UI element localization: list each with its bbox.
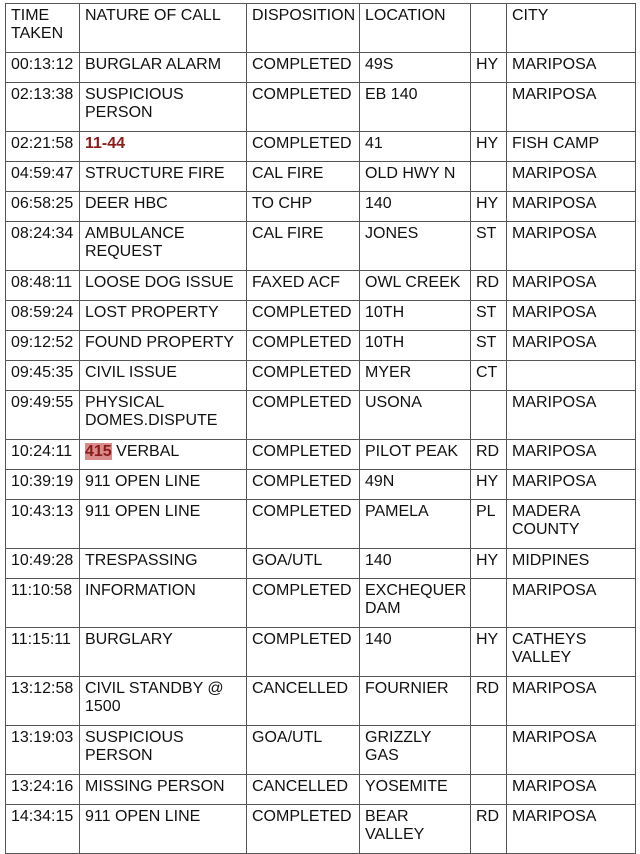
cell-nature-of-call: STRUCTURE FIRE — [80, 162, 247, 192]
cell-time-taken: 04:59:47 — [6, 162, 80, 192]
table-row — [6, 301, 636, 331]
cell-street-type — [471, 162, 507, 192]
table-row — [6, 500, 636, 549]
cell-nature-of-call: 911 OPEN LINE — [80, 805, 247, 854]
cell-location: 10TH — [360, 301, 471, 331]
cell-nature-of-call: FOUND PROPERTY — [80, 331, 247, 361]
cell-disposition: COMPLETED — [247, 805, 360, 854]
cell-city: MARIPOSA — [507, 162, 636, 192]
cell-city: CATHEYS VALLEY — [507, 628, 636, 677]
header-disposition: DISPOSITION — [247, 4, 360, 53]
cell-location: 140 — [360, 549, 471, 579]
cell-time-taken: 10:43:13 — [6, 500, 80, 549]
cell-city: MARIPOSA — [507, 440, 636, 470]
cell-location: 49N — [360, 470, 471, 500]
table-row — [6, 440, 636, 470]
table-row — [6, 775, 636, 805]
cell-time-taken: 00:13:12 — [6, 53, 80, 83]
cell-nature-of-call: 911 OPEN LINE — [80, 500, 247, 549]
header-nature-of-call: NATURE OF CALL — [80, 4, 247, 53]
table-row — [6, 331, 636, 361]
table-row — [6, 361, 636, 391]
table-row — [6, 470, 636, 500]
cell-street-type: RD — [471, 440, 507, 470]
call-code: 11-44 — [85, 135, 126, 152]
cell-location: EXCHEQUER DAM — [360, 579, 471, 628]
cell-time-taken: 08:48:11 — [6, 271, 80, 301]
table-row — [6, 192, 636, 222]
cell-disposition: GOA/UTL — [247, 549, 360, 579]
cell-disposition: COMPLETED — [247, 361, 360, 391]
cell-city: MARIPOSA — [507, 726, 636, 775]
cell-nature-of-call: SUSPICIOUS PERSON — [80, 726, 247, 775]
cell-disposition: CAL FIRE — [247, 162, 360, 192]
cell-time-taken: 02:13:38 — [6, 83, 80, 132]
cell-city: FISH CAMP — [507, 132, 636, 162]
cell-city: MARIPOSA — [507, 271, 636, 301]
cell-disposition: TO CHP — [247, 192, 360, 222]
cell-street-type — [471, 775, 507, 805]
cell-disposition: COMPLETED — [247, 628, 360, 677]
cell-location: JONES — [360, 222, 471, 271]
cell-nature-of-call: BURGLARY — [80, 628, 247, 677]
cell-city: MARIPOSA — [507, 53, 636, 83]
header-location: LOCATION — [360, 4, 471, 53]
cell-disposition: COMPLETED — [247, 83, 360, 132]
cell-street-type: HY — [471, 628, 507, 677]
table-row — [6, 391, 636, 440]
cell-location: YOSEMITE — [360, 775, 471, 805]
cell-location: FOURNIER — [360, 677, 471, 726]
cell-location: 41 — [360, 132, 471, 162]
cell-nature-of-call: CIVIL ISSUE — [80, 361, 247, 391]
header-time-taken: TIME TAKEN — [6, 4, 80, 53]
cell-nature-of-call: 911 OPEN LINE — [80, 470, 247, 500]
cell-disposition: COMPLETED — [247, 132, 360, 162]
cell-location: PAMELA — [360, 500, 471, 549]
cell-time-taken: 09:49:55 — [6, 391, 80, 440]
cell-location: GRIZZLY GAS — [360, 726, 471, 775]
cell-nature-of-call: SUSPICIOUS PERSON — [80, 83, 247, 132]
cell-location: OWL CREEK — [360, 271, 471, 301]
cell-nature-of-call — [80, 440, 247, 470]
cell-nature-of-call: LOST PROPERTY — [80, 301, 247, 331]
cell-location: 49S — [360, 53, 471, 83]
table-row — [6, 805, 636, 854]
cell-street-type: HY — [471, 192, 507, 222]
cell-disposition: COMPLETED — [247, 579, 360, 628]
cell-time-taken: 02:21:58 — [6, 132, 80, 162]
table-row — [6, 222, 636, 271]
cell-city: MARIPOSA — [507, 222, 636, 271]
cell-city: MIDPINES — [507, 549, 636, 579]
cell-disposition: COMPLETED — [247, 331, 360, 361]
cell-nature-of-call: CIVIL STANDBY @ 1500 — [80, 677, 247, 726]
table-row — [6, 271, 636, 301]
cell-nature-of-call: MISSING PERSON — [80, 775, 247, 805]
cell-city: MARIPOSA — [507, 331, 636, 361]
cell-street-type — [471, 83, 507, 132]
table-row — [6, 726, 636, 775]
cell-time-taken: 10:49:28 — [6, 549, 80, 579]
cell-nature-of-call: PHYSICAL DOMES.DISPUTE — [80, 391, 247, 440]
cell-disposition: GOA/UTL — [247, 726, 360, 775]
cell-street-type: HY — [471, 53, 507, 83]
cell-nature-of-call: TRESPASSING — [80, 549, 247, 579]
table-row — [6, 677, 636, 726]
cell-disposition: CAL FIRE — [247, 222, 360, 271]
cell-disposition: CANCELLED — [247, 677, 360, 726]
cell-location: 140 — [360, 192, 471, 222]
table-row — [6, 628, 636, 677]
cell-location: 140 — [360, 628, 471, 677]
cell-street-type: CT — [471, 361, 507, 391]
cell-city: MARIPOSA — [507, 775, 636, 805]
cell-disposition: COMPLETED — [247, 500, 360, 549]
cell-nature-of-call — [80, 132, 247, 162]
cell-street-type: ST — [471, 331, 507, 361]
cell-city: MARIPOSA — [507, 391, 636, 440]
cell-city: MARIPOSA — [507, 805, 636, 854]
cell-time-taken: 10:24:11 — [6, 440, 80, 470]
cell-city: MARIPOSA — [507, 83, 636, 132]
table-row — [6, 549, 636, 579]
cell-time-taken: 11:10:58 — [6, 579, 80, 628]
cell-city — [507, 361, 636, 391]
cell-disposition: COMPLETED — [247, 301, 360, 331]
cell-time-taken: 09:45:35 — [6, 361, 80, 391]
cell-nature-of-call: AMBULANCE REQUEST — [80, 222, 247, 271]
cell-location: MYER — [360, 361, 471, 391]
cell-location: PILOT PEAK — [360, 440, 471, 470]
cell-street-type: HY — [471, 470, 507, 500]
cell-time-taken: 13:24:16 — [6, 775, 80, 805]
cell-time-taken: 09:12:52 — [6, 331, 80, 361]
cell-street-type: PL — [471, 500, 507, 549]
cell-street-type: RD — [471, 805, 507, 854]
cell-city: MARIPOSA — [507, 677, 636, 726]
table-body — [6, 53, 636, 854]
cell-nature-of-call: LOOSE DOG ISSUE — [80, 271, 247, 301]
cell-location: 10TH — [360, 331, 471, 361]
cell-location: BEAR VALLEY — [360, 805, 471, 854]
cell-street-type: HY — [471, 132, 507, 162]
cell-street-type — [471, 579, 507, 628]
cell-location: USONA — [360, 391, 471, 440]
cell-city: MARIPOSA — [507, 192, 636, 222]
cell-street-type: RD — [471, 271, 507, 301]
table-row — [6, 132, 636, 162]
cell-location: OLD HWY N — [360, 162, 471, 192]
header-city: CITY — [507, 4, 636, 53]
cell-time-taken: 08:24:34 — [6, 222, 80, 271]
header-street-type — [471, 4, 507, 53]
table-row — [6, 579, 636, 628]
cell-disposition: FAXED ACF — [247, 271, 360, 301]
cell-disposition: COMPLETED — [247, 53, 360, 83]
cell-time-taken: 08:59:24 — [6, 301, 80, 331]
table-header — [6, 4, 636, 53]
cell-disposition: COMPLETED — [247, 391, 360, 440]
cell-nature-of-call: INFORMATION — [80, 579, 247, 628]
cell-city: MADERA COUNTY — [507, 500, 636, 549]
table-row — [6, 83, 636, 132]
cell-time-taken: 11:15:11 — [6, 628, 80, 677]
call-code-text: VERBAL — [111, 443, 180, 460]
cell-disposition: COMPLETED — [247, 470, 360, 500]
cell-street-type: ST — [471, 222, 507, 271]
cell-time-taken: 14:34:15 — [6, 805, 80, 854]
call-log-table — [5, 3, 636, 854]
cell-street-type — [471, 391, 507, 440]
cell-time-taken: 13:12:58 — [6, 677, 80, 726]
cell-street-type: RD — [471, 677, 507, 726]
cell-time-taken: 06:58:25 — [6, 192, 80, 222]
cell-street-type: ST — [471, 301, 507, 331]
cell-nature-of-call: DEER HBC — [80, 192, 247, 222]
cell-city: MARIPOSA — [507, 470, 636, 500]
cell-street-type — [471, 726, 507, 775]
cell-disposition: COMPLETED — [247, 440, 360, 470]
cell-nature-of-call: BURGLAR ALARM — [80, 53, 247, 83]
cell-time-taken: 13:19:03 — [6, 726, 80, 775]
cell-location: EB 140 — [360, 83, 471, 132]
table-row — [6, 162, 636, 192]
cell-street-type: HY — [471, 549, 507, 579]
call-code: 415 — [85, 443, 112, 460]
table-row — [6, 53, 636, 83]
cell-time-taken: 10:39:19 — [6, 470, 80, 500]
cell-city: MARIPOSA — [507, 301, 636, 331]
cell-city: MARIPOSA — [507, 579, 636, 628]
cell-disposition: CANCELLED — [247, 775, 360, 805]
